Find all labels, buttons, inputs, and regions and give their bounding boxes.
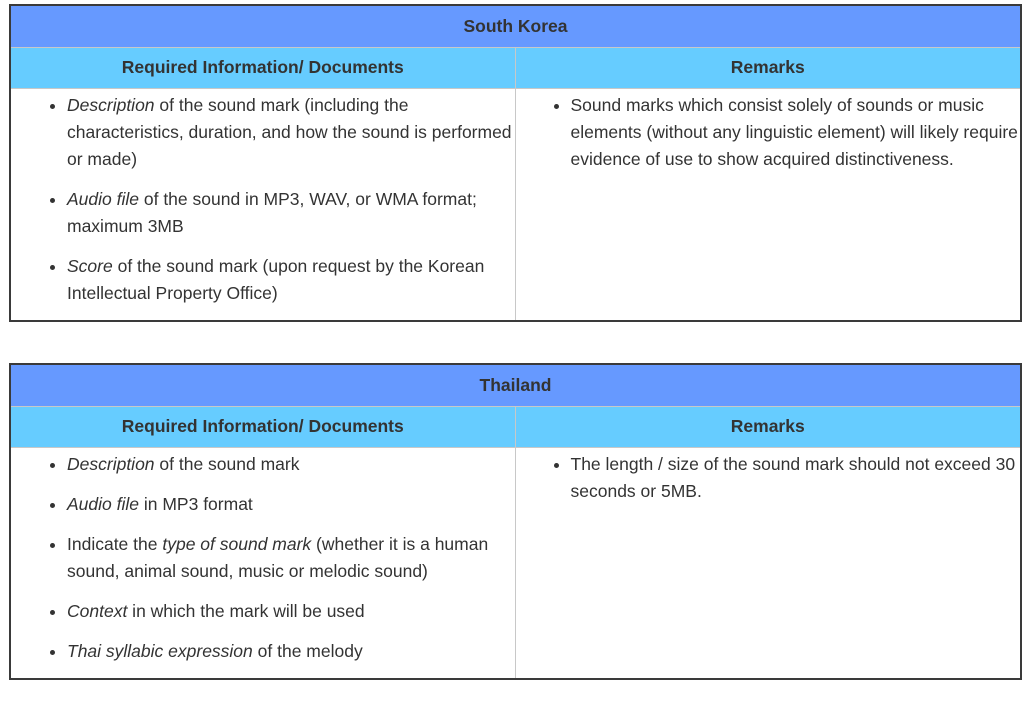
country-title: Thailand bbox=[10, 364, 1021, 406]
required-list bbox=[11, 89, 515, 320]
item-text: (whether it is a human sound, animal sound, music or melodic sound) bbox=[67, 533, 489, 581]
list-item bbox=[67, 451, 515, 478]
required-cell bbox=[10, 447, 515, 679]
item-text: of the sound in MP3, WAV, or WMA format; maximum 3MB bbox=[67, 188, 477, 236]
item-text: of the melody bbox=[252, 640, 363, 661]
south-korea-table bbox=[9, 4, 1022, 322]
item-text: of the sound mark (including the characteristics, duration, and how the sound is performed or made) bbox=[67, 94, 512, 169]
country-title: South Korea bbox=[10, 5, 1021, 47]
list-item: • The length / size of the sound mark should not exceed 30 seconds or 5MB. bbox=[571, 451, 1021, 505]
item-emphasis: type of sound mark bbox=[162, 533, 312, 554]
item-emphasis: Description bbox=[67, 94, 155, 115]
list-item bbox=[67, 598, 515, 625]
remarks-cell bbox=[515, 88, 1021, 321]
list-item bbox=[67, 92, 515, 173]
item-text: of the sound mark bbox=[154, 453, 300, 474]
item-prefix: Indicate the bbox=[67, 533, 163, 554]
list-item bbox=[67, 638, 515, 665]
list-item bbox=[67, 253, 515, 307]
thailand-table bbox=[9, 363, 1022, 680]
column-header-remarks: Remarks bbox=[515, 406, 1021, 447]
item-emphasis: Audio file bbox=[67, 188, 139, 209]
list-item bbox=[67, 186, 515, 240]
item-emphasis: Audio file bbox=[67, 493, 139, 514]
list-item bbox=[67, 491, 515, 518]
column-header-required: Required Information/ Documents bbox=[10, 406, 515, 447]
list-item bbox=[67, 531, 515, 585]
item-emphasis: Thai syllabic expression bbox=[67, 640, 253, 661]
item-emphasis: Description bbox=[67, 453, 155, 474]
list-item: • Sound marks which consist solely of sounds or music elements (without any linguistic element) will likely require evidence of use to show acquired distinctiveness. bbox=[571, 92, 1021, 173]
column-header-required: Required Information/ Documents bbox=[10, 47, 515, 88]
remarks-cell bbox=[515, 447, 1021, 679]
item-text: of the sound mark (upon request by the Korean Intellectual Property Office) bbox=[67, 255, 485, 303]
remarks-list bbox=[516, 89, 1021, 173]
item-text: in which the mark will be used bbox=[127, 600, 365, 621]
item-emphasis: Score bbox=[67, 255, 113, 276]
column-header-remarks: Remarks bbox=[515, 47, 1021, 88]
remarks-list bbox=[516, 448, 1021, 505]
item-emphasis: Context bbox=[67, 600, 128, 621]
required-list bbox=[11, 448, 515, 678]
required-cell bbox=[10, 88, 515, 321]
item-text: in MP3 format bbox=[139, 493, 253, 514]
